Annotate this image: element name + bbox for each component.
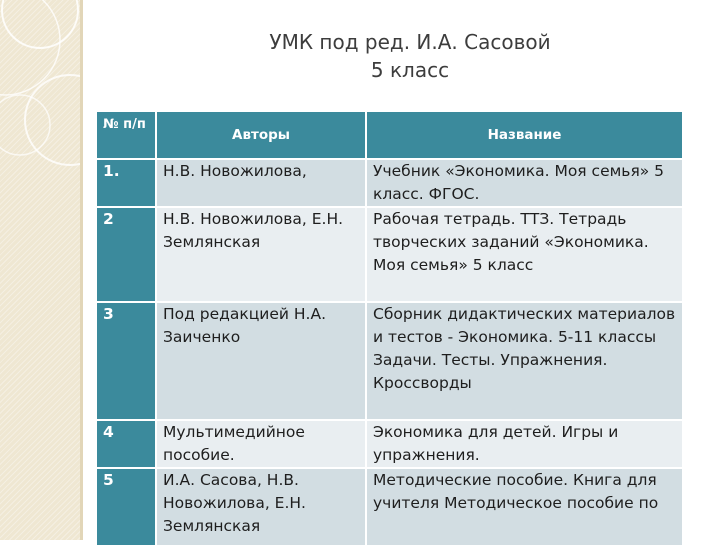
row-number: 5 — [96, 468, 156, 546]
title-line-2: 5 класс — [370, 58, 450, 82]
header-number: № п/п — [96, 111, 156, 159]
row-number: 2 — [96, 207, 156, 302]
table-row — [96, 207, 683, 302]
slide-title — [150, 28, 670, 84]
table-row — [96, 420, 683, 468]
title-line-1: УМК под ред. И.А. Сасовой — [269, 30, 551, 54]
row-number: 3 — [96, 302, 156, 420]
row-title: Учебник «Экономика. Моя семья» 5 класс. ФГОС. — [366, 159, 683, 207]
sidebar-divider — [80, 0, 83, 540]
row-number: 4 — [96, 420, 156, 468]
row-authors: И.А. Сасова, Н.В. Новожилова, Е.Н. Землянская — [156, 468, 366, 546]
row-title: Рабочая тетрадь. ТТЗ. Тетрадь творческих заданий «Экономика. Моя семья» 5 класс — [366, 207, 683, 302]
decorative-circles-graphic — [0, 0, 80, 540]
row-authors: Мультимедийное пособие. — [156, 420, 366, 468]
decorative-sidebar — [0, 0, 80, 540]
header-name: Название — [366, 111, 683, 159]
table-row — [96, 159, 683, 207]
textbook-table — [95, 110, 684, 547]
row-title: Экономика для детей. Игры и упражнения. — [366, 420, 683, 468]
row-authors: Н.В. Новожилова, — [156, 159, 366, 207]
table-row — [96, 468, 683, 546]
table-header-row — [96, 111, 683, 159]
row-title: Методические пособие. Книга для учителя Методическое пособие по — [366, 468, 683, 546]
row-title: Сборник дидактических материалов и тестов - Экономика. 5-11 классы Задачи. Тесты. Упражнения. Кроссворды — [366, 302, 683, 420]
row-number: 1. — [96, 159, 156, 207]
table-row — [96, 302, 683, 420]
row-authors: Н.В. Новожилова, Е.Н. Землянская — [156, 207, 366, 302]
header-authors: Авторы — [156, 111, 366, 159]
row-authors: Под редакцией Н.А. Заиченко — [156, 302, 366, 420]
